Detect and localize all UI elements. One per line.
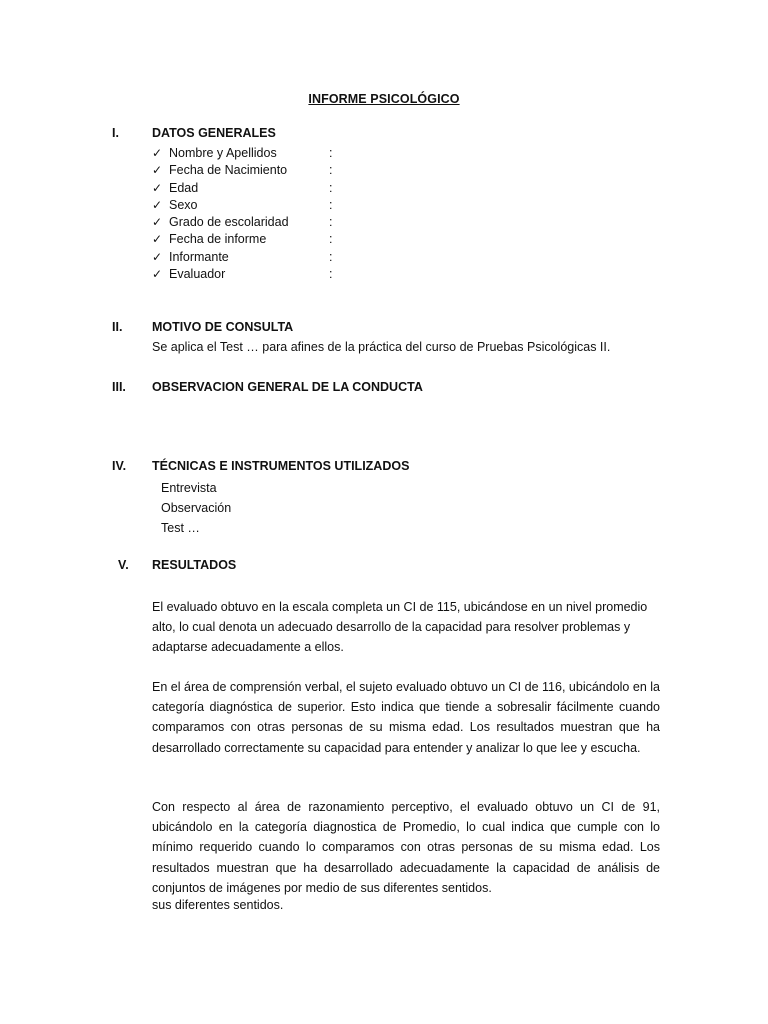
section-3-heading: OBSERVACION GENERAL DE LA CONDUCTA: [152, 380, 423, 394]
list-item: [152, 214, 332, 231]
results-trailing-line: sus diferentes sentidos.: [152, 898, 284, 912]
field-label: Edad: [169, 180, 199, 195]
section-5-heading: RESULTADOS: [152, 558, 237, 572]
field-colon: :: [329, 163, 333, 178]
section-1-heading: DATOS GENERALES: [152, 126, 276, 140]
list-item: Observación: [161, 501, 232, 515]
field-label: Informante: [169, 249, 229, 264]
section-2-number: II.: [112, 320, 123, 334]
list-item: [152, 180, 332, 197]
checkmark-icon: ✓: [152, 249, 163, 264]
list-item: [152, 231, 332, 248]
field-label: Sexo: [169, 197, 198, 212]
results-paragraph-1: El evaluado obtuvo en la escala completa un CI de 115, ubicándose en un nivel promedio alto, lo cual denota un adecuado desarrollo de la capacidad para resolver problemas y adaptarse adecuadamente a ellos.: [152, 600, 648, 655]
field-colon: :: [329, 267, 333, 282]
field-colon: :: [329, 232, 333, 247]
list-item: [152, 197, 332, 214]
field-colon: :: [329, 249, 333, 264]
results-paragraph-2: En el área de comprensión verbal, el sujeto evaluado obtuvo un CI de 116, ubicándolo en la categoría diagnóstica de superior. Esto indica que tiende a sobresalir fácilmente cuando comparamos con otras personas de su misma edad. Los resultados muestran que ha desarrollado correctamente su capacidad para entender y analizar lo que lee y escucha.: [152, 680, 660, 755]
section-4-number: IV.: [112, 459, 127, 473]
checkmark-icon: ✓: [152, 146, 163, 160]
section-3-number: III.: [112, 380, 126, 394]
field-label: Nombre y Apellidos: [169, 146, 277, 160]
field-colon: :: [329, 146, 333, 160]
section-2-heading: MOTIVO DE CONSULTA: [152, 320, 294, 334]
list-item: Test …: [161, 521, 200, 535]
field-label: Evaluador: [169, 267, 226, 282]
checkmark-icon: ✓: [152, 197, 163, 212]
list-item: [152, 266, 332, 283]
section-1-number: I.: [112, 126, 119, 140]
field-label: Grado de escolaridad: [169, 215, 289, 230]
checkmark-icon: ✓: [152, 163, 163, 178]
general-data-list: [152, 145, 332, 283]
consultation-reason-text: Se aplica el Test … para afines de la práctica del curso de Pruebas Psicológicas II.: [152, 340, 611, 354]
section-5-number: V.: [118, 558, 129, 572]
results-paragraph-3: Con respecto al área de razonamiento perceptivo, el evaluado obtuvo un CI de 91, ubicándolo en la categoría diagnostica de Promedio, lo cual indica que cumple con lo mínimo requerido cuando lo comparamos con otras personas de su misma edad. Los resultados muestran que ha desarrollado adecuadamente la capacidad de análisis de conjuntos de imágenes por medio de sus diferentes sentidos.: [152, 800, 660, 895]
field-label: Fecha de informe: [169, 232, 267, 247]
list-item: [152, 145, 332, 162]
list-item: Entrevista: [161, 481, 217, 495]
techniques-list: [161, 478, 231, 538]
checkmark-icon: ✓: [152, 215, 163, 230]
list-item: [152, 162, 332, 179]
list-item: [152, 249, 332, 266]
field-colon: :: [329, 180, 333, 195]
document-title: INFORME PSICOLÓGICO: [308, 92, 460, 106]
field-colon: :: [329, 197, 333, 212]
section-4-heading: TÉCNICAS E INSTRUMENTOS UTILIZADOS: [152, 459, 410, 473]
checkmark-icon: ✓: [152, 180, 163, 195]
field-label: Fecha de Nacimiento: [169, 163, 288, 178]
checkmark-icon: ✓: [152, 232, 163, 247]
checkmark-icon: ✓: [152, 267, 163, 282]
field-colon: :: [329, 215, 333, 230]
